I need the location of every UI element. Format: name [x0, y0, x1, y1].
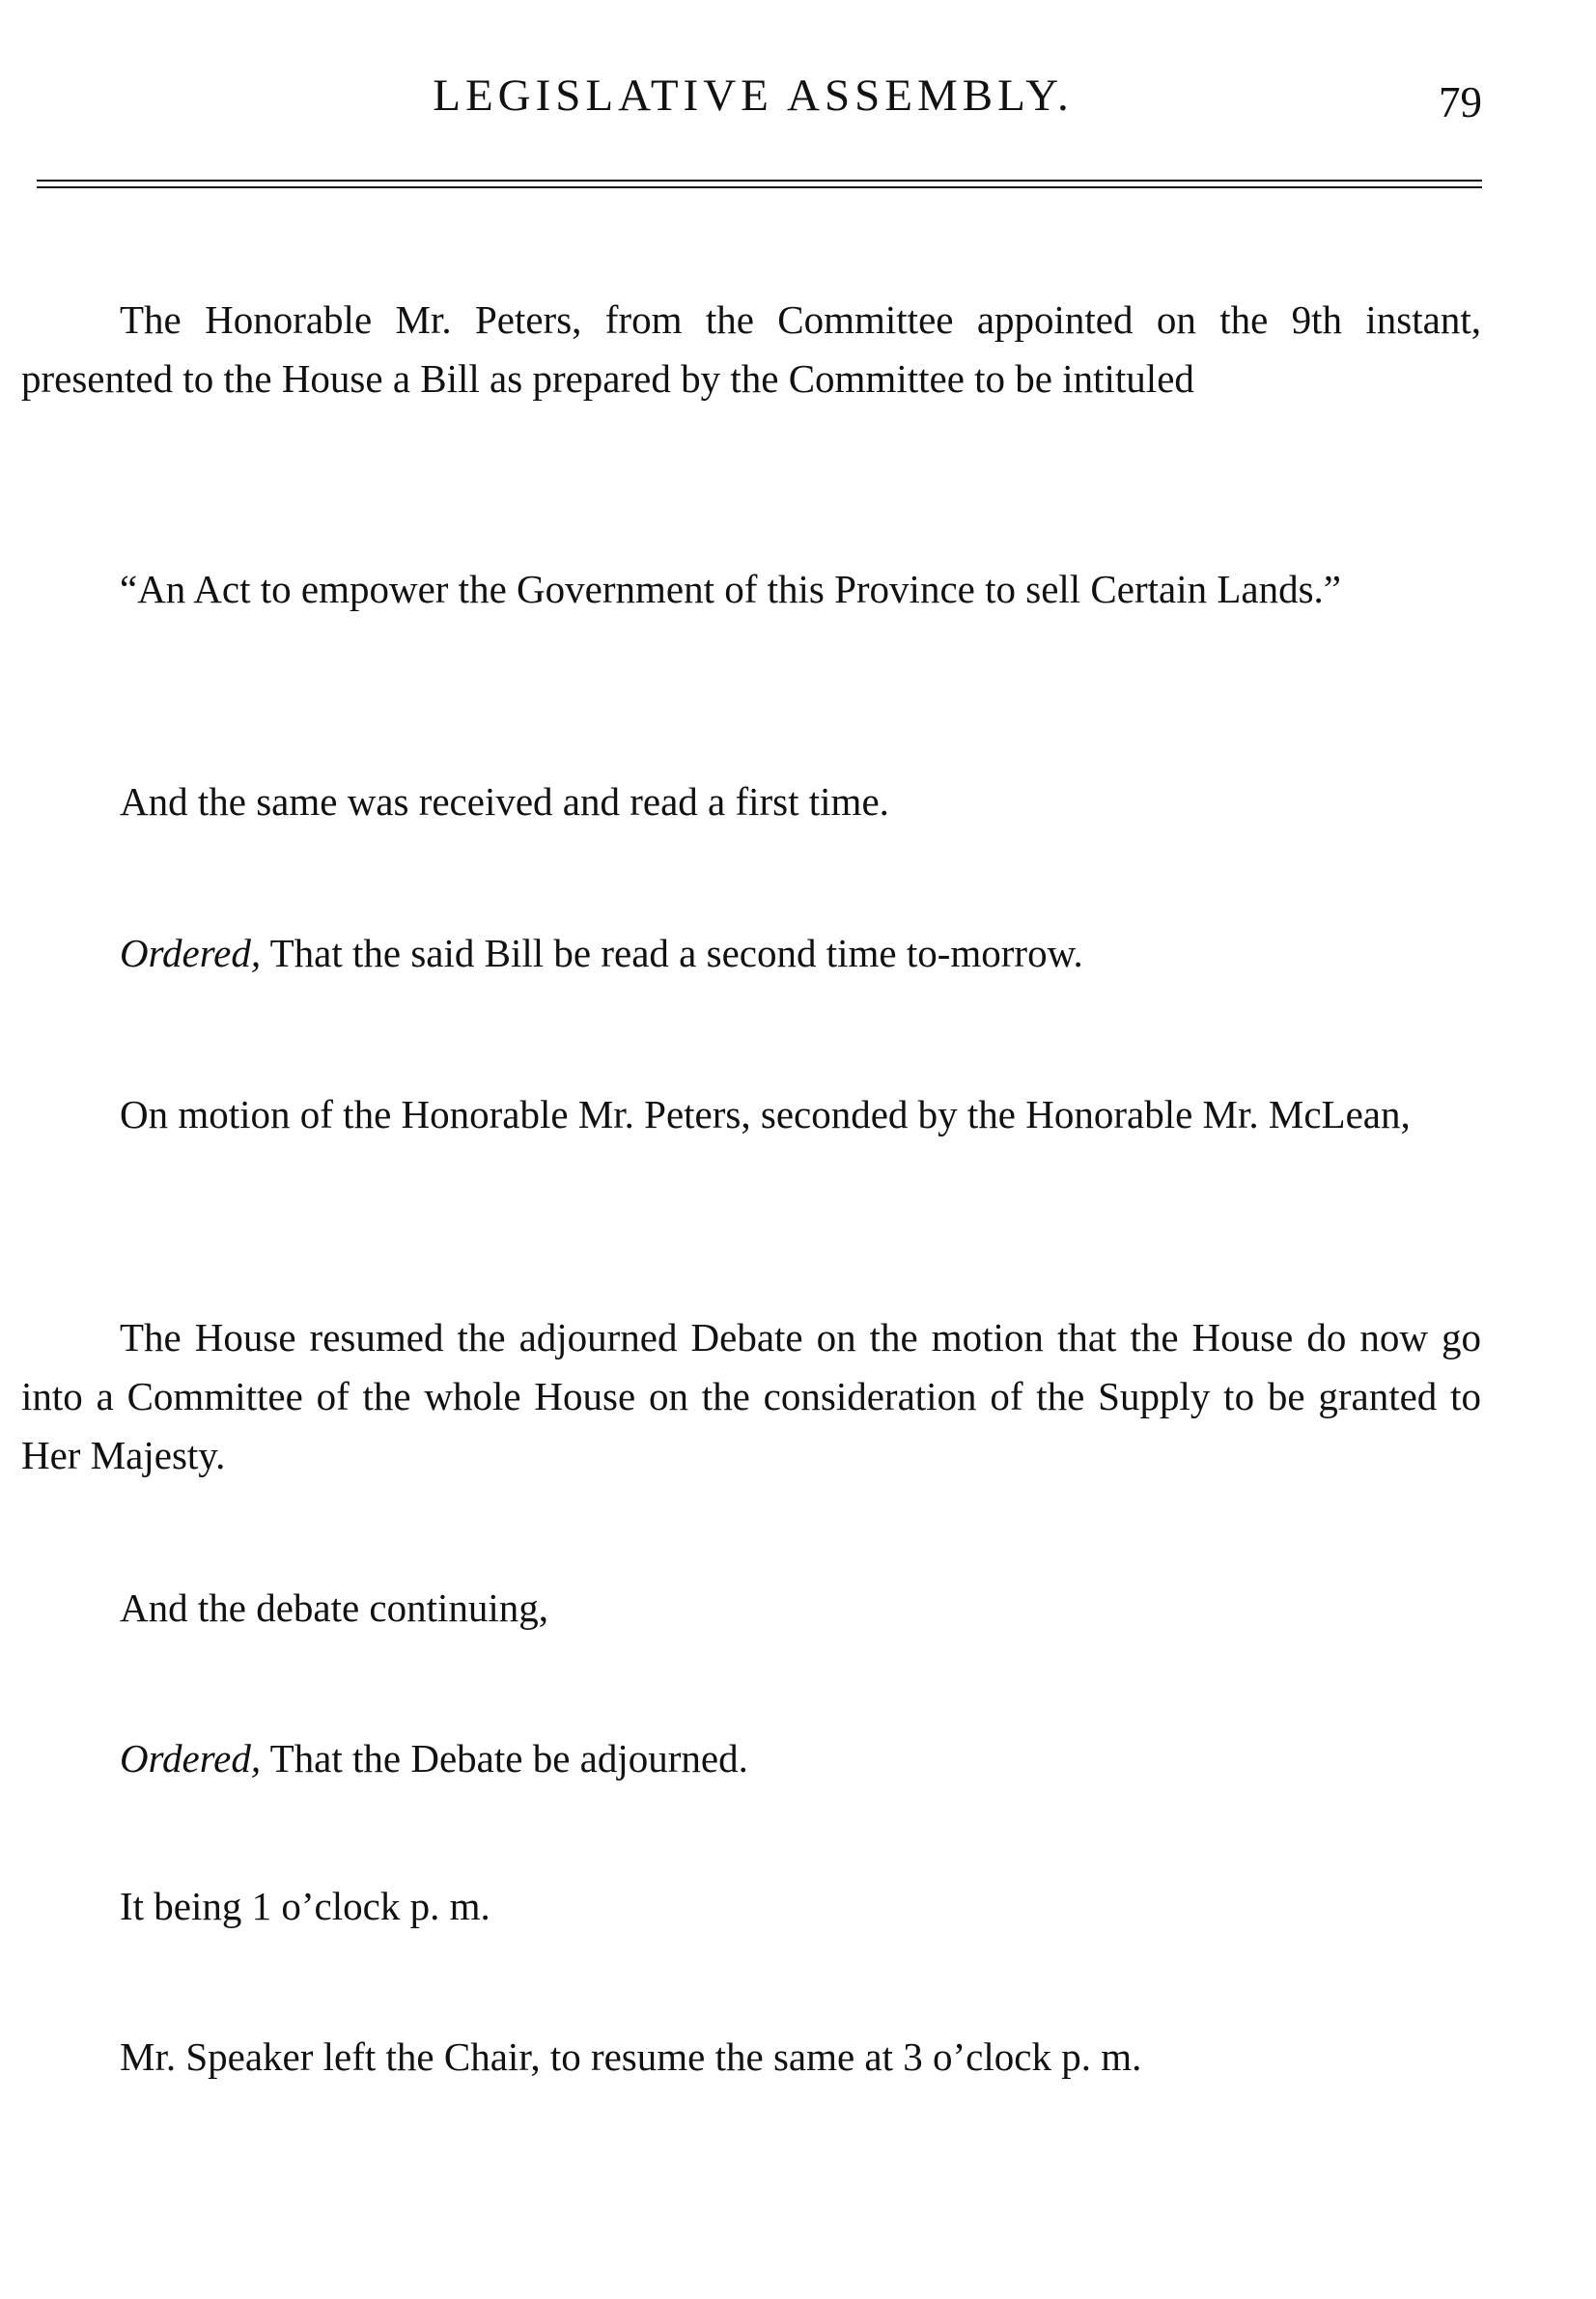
running-head — [0, 70, 1596, 137]
paragraph-speaker-left — [21, 2028, 1481, 2087]
paragraph-text: That the said Bill be read a second time to-morrow. — [261, 931, 1083, 975]
paragraph-first-reading — [21, 772, 1481, 831]
paragraph-order-second-reading — [21, 924, 1481, 983]
paragraph-time — [21, 1877, 1481, 1936]
paragraph-debate-resumed — [21, 1308, 1481, 1485]
paragraph-bill-title — [21, 560, 1481, 619]
paragraph-debate-continuing — [21, 1579, 1481, 1638]
ordered-lead: Ordered, — [120, 1736, 262, 1780]
paragraph-text: Mr. Speaker left the Chair, to resume the same at 3 o’clock p. m. — [120, 2034, 1142, 2079]
paragraph-text: It being 1 o’clock p. m. — [120, 1884, 490, 1928]
running-title: LEGISLATIVE ASSEMBLY. — [433, 70, 1074, 121]
paragraph-text: The Honorable Mr. Peters, from the Committee appointed on the 9th instant, presented to the House a Bill as prepared by the Committee to be intituled — [21, 297, 1481, 401]
header-rule-top — [37, 180, 1482, 182]
header-rule-bottom — [37, 186, 1482, 188]
header-double-rule — [37, 180, 1482, 189]
paragraph-text: The House resumed the adjourned Debate on the motion that the House do now go into a Committee of the whole House on the consideration of the Supply to be granted to Her Majesty. — [21, 1315, 1481, 1477]
paragraph-text: And the debate continuing, — [120, 1585, 549, 1630]
page-number: 79 — [1439, 78, 1482, 126]
paragraph-text: “An Act to empower the Government of this Province to sell Certain Lands.” — [120, 567, 1341, 611]
paragraph-order-adjourned — [21, 1729, 1481, 1788]
ordered-lead: Ordered, — [120, 931, 262, 975]
paragraph-text: And the same was received and read a first time. — [120, 779, 889, 824]
paragraph-text: That the Debate be adjourned. — [261, 1736, 748, 1780]
paragraph-committee-report — [21, 291, 1481, 408]
paragraph-text: On motion of the Honorable Mr. Peters, seconded by the Honorable Mr. McLean, — [120, 1092, 1411, 1136]
paragraph-motion — [21, 1085, 1481, 1144]
